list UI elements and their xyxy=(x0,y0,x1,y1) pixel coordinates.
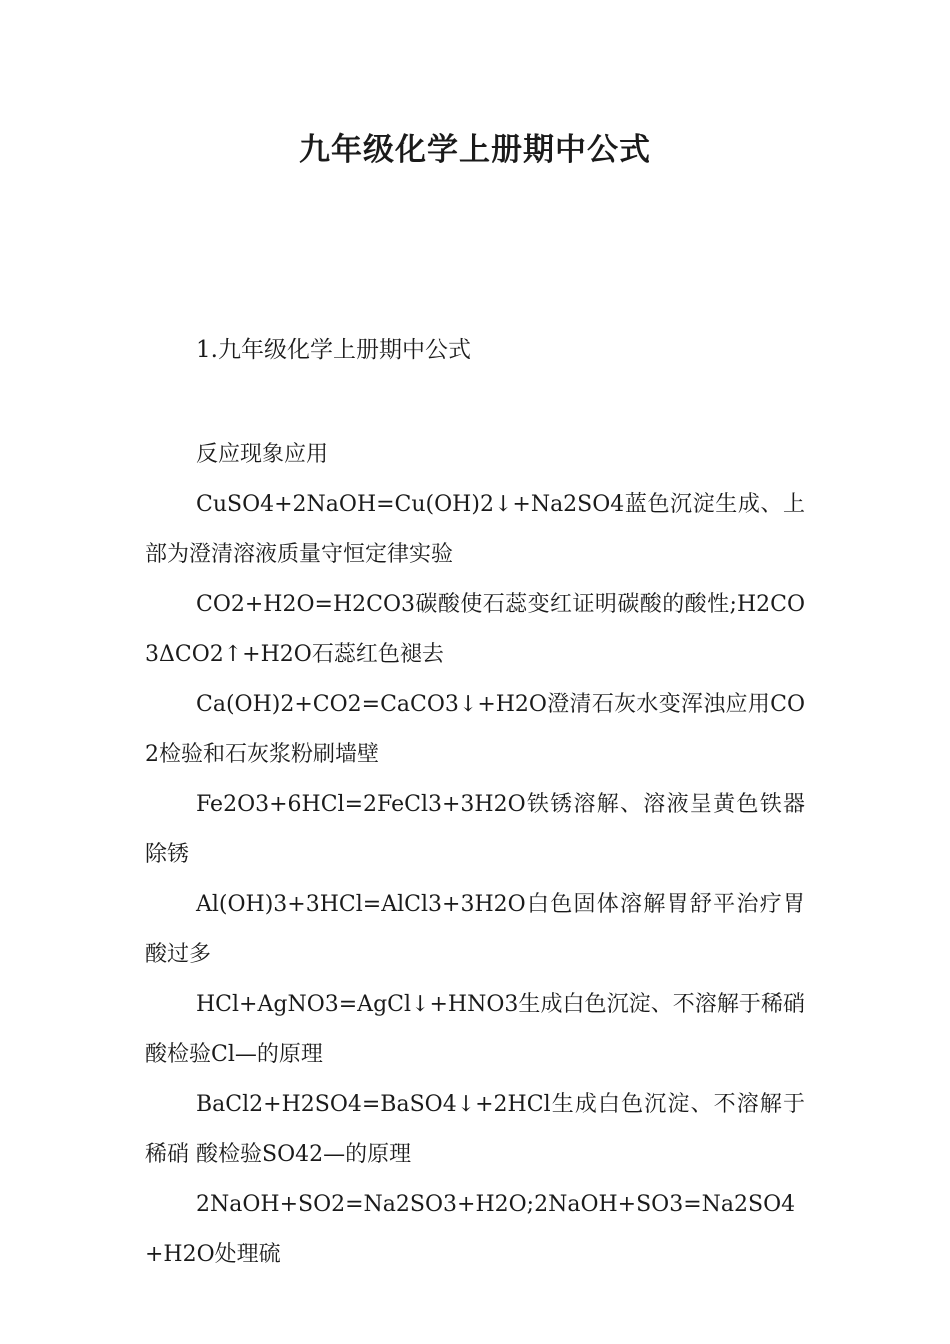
paragraph-naoh-so2: 2NaOH+SO2=Na2SO3+H2O;2NaOH+SO3=Na2SO4+H2O处理硫 xyxy=(145,1192,796,1267)
paragraph-cuso4-naoh: CuSO4+2NaOH=Cu(OH)2↓+Na2SO4蓝色沉淀生成、上部为澄清溶液质量守恒定律实验 xyxy=(145,492,805,567)
paragraph-aloh3-hcl: Al(OH)3+3HCl=AlCl3+3H2O白色固体溶解胃舒平治疗胃酸过多 xyxy=(145,892,805,967)
document-body xyxy=(145,430,805,1280)
document-title: 九年级化学上册期中公式 xyxy=(299,132,651,168)
paragraph-co2-h2o: CO2+H2O=H2CO3碳酸使石蕊变红证明碳酸的酸性;H2CO3ΔCO2↑+H2O石蕊红色褪去 xyxy=(145,592,805,667)
paragraph-fe2o3-hcl: Fe2O3+6HCl=2FeCl3+3H2O铁锈溶解、溶液呈黄色铁器除锈 xyxy=(145,792,805,867)
paragraph-hcl-agno3: HCl+AgNO3=AgCl↓+HNO3生成白色沉淀、不溶解于稀硝酸检验Cl—的原理 xyxy=(145,992,805,1067)
paragraph-bacl2-h2so4: BaCl2+H2SO4=BaSO4↓+2HCl生成白色沉淀、不溶解于稀硝 酸检验SO42—的原理 xyxy=(145,1092,805,1167)
section-heading: 1.九年级化学上册期中公式 xyxy=(196,337,471,363)
paragraph-caoh2-co2: Ca(OH)2+CO2=CaCO3↓+H2O澄清石灰水变浑浊应用CO2检验和石灰浆粉刷墙壁 xyxy=(145,692,805,767)
paragraph-reaction-header: 反应现象应用 xyxy=(196,442,329,467)
